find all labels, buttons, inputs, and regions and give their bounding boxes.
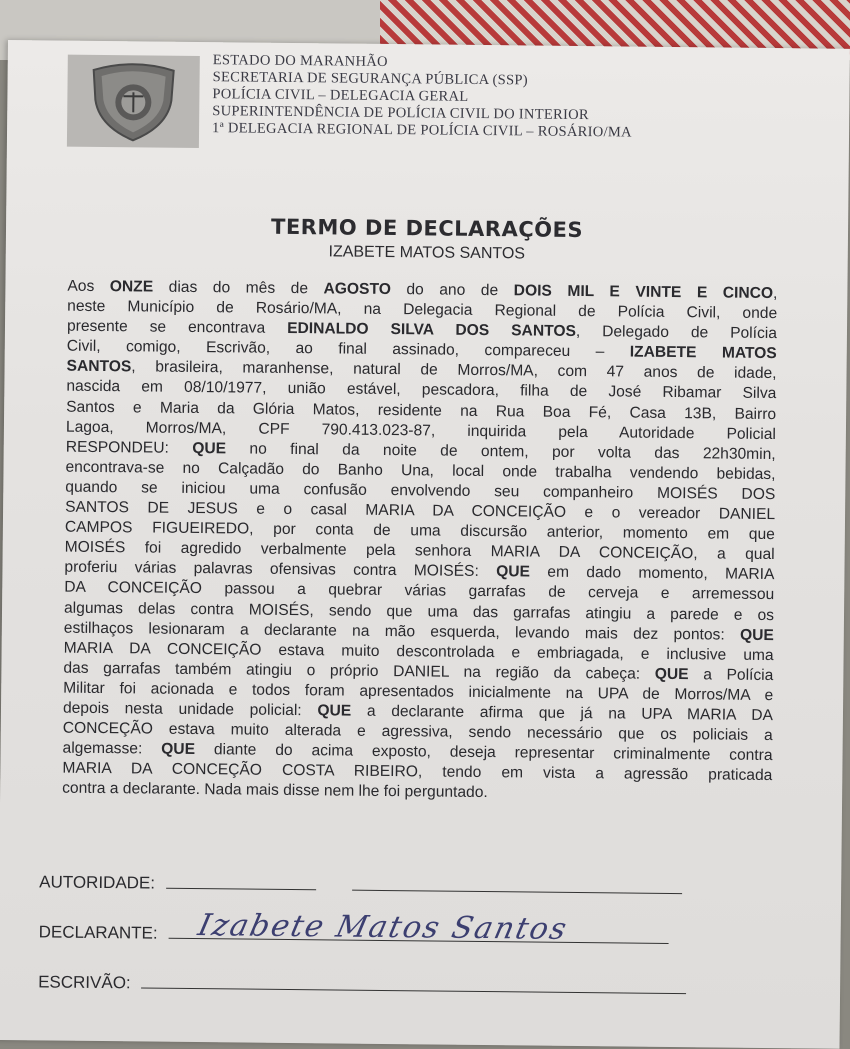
body-line: proferiu várias palavras ofensivas contra MOISÉS: QUE em dado momento, MARIA [64, 558, 774, 586]
letterhead-text [212, 52, 773, 143]
autoridade-label: AUTORIDADE: [39, 872, 155, 892]
escrivao-label: ESCRIVÃO: [38, 972, 131, 992]
signature-underline [352, 889, 682, 894]
document-subtitle: IZABETE MATOS SANTOS [6, 240, 848, 267]
body-line: MOISÉS foi agredido verbalmente pela senhora MARIA DA CONCEIÇÃO, a qual [65, 538, 775, 566]
body-line: CONCEÇÃO estava muito alterada e agressiva, sendo necessário que os policiais a [63, 719, 773, 747]
letterhead-line: SECRETARIA DE SEGURANÇA PÚBLICA (SSP) [213, 69, 773, 92]
body-line: neste Município de Rosário/MA, na Delegacia Regional de Polícia Civil, onde [67, 297, 777, 325]
body-line: depois nesta unidade policial: QUE a declarante afirma que já na UPA MARIA DA [63, 699, 773, 727]
body-line: Militar foi acionada e todos foram apresentados inicialmente na UPA de Morros/MA e [63, 678, 773, 706]
body-line: CAMPOS FIGUEIREDO, por conta de uma discursão anterior, momento em que [65, 518, 775, 546]
body-line: RESPONDEU: QUE no final da noite de ontem, por volta das 22h30min, [66, 437, 776, 465]
body-line: Santos e Maria da Glória Matos, residente na Rua Boa Fé, Casa 13B, Bairro [66, 397, 776, 425]
police-badge [67, 55, 200, 148]
body-line: DA CONCEIÇÃO passou a quebrar várias garrafas de cerveja e arremessou [64, 578, 774, 606]
autoridade-signature-line [39, 872, 683, 899]
body-line: estilhaços lesionaram a declarante na mão esquerda, levando mais dez pontos: QUE [64, 618, 774, 646]
letterhead [67, 51, 768, 168]
declaration-body [62, 277, 777, 807]
signature-underline [141, 986, 686, 994]
letterhead-line: SUPERINTENDÊNCIA DE POLÍCIA CIVIL DO INTERIOR [212, 103, 772, 126]
body-line: das garrafas também atingiu o próprio DANIEL na região da cabeça: QUE a Polícia [63, 658, 773, 686]
letterhead-line: POLÍCIA CIVIL – DELEGACIA GERAL [212, 86, 772, 109]
letterhead-line: ESTADO DO MARANHÃO [213, 52, 773, 75]
police-badge-icon [87, 60, 180, 143]
body-line: contra a declarante. Nada mais disse nem lhe foi perguntado. [62, 779, 772, 807]
body-line: algemasse: QUE diante do acima exposto, deseja representar criminalmente contra [62, 739, 772, 767]
document-title: TERMO DE DECLARAÇÕES [6, 212, 848, 245]
escrivao-signature-line [38, 972, 687, 999]
body-line: nascida em 08/10/1977, união estável, pescadora, filha de José Ribamar Silva [66, 377, 776, 405]
body-line: presente se encontrava EDINALDO SILVA DOS SANTOS, Delegado de Polícia [67, 317, 777, 345]
body-line: quando se iniciou uma confusão envolvendo seu companheiro MOISÉS DOS [65, 478, 775, 506]
handwritten-signature: Izabete Matos Santos [195, 908, 572, 947]
document-page [0, 40, 850, 1049]
body-line: algumas delas contra MOISÉS, sendo que uma das garrafas atingiu a parede e os [64, 598, 774, 626]
declarante-label: DECLARANTE: [39, 922, 158, 942]
signature-underline [166, 887, 316, 891]
body-line: Aos ONZE dias do mês de AGOSTO do ano de DOIS MIL E VINTE E CINCO, [67, 277, 777, 305]
body-line: MARIA DA CONCEÇÃO COSTA RIBEIRO, tendo em vista a agressão praticada [62, 759, 772, 787]
body-line: SANTOS, brasileira, maranhense, natural de Morros/MA, com 47 anos de idade, [66, 357, 776, 385]
body-line: Civil, comigo, Escrivão, ao final assinado, compareceu – IZABETE MATOS [67, 337, 777, 365]
body-line: MARIA DA CONCEIÇÃO estava muito descontrolada e embriagada, e inclusive uma [64, 638, 774, 666]
body-line: SANTOS DE JESUS e o casal MARIA DA CONCEIÇÃO e o vereador DANIEL [65, 498, 775, 526]
body-line: encontrava-se no Calçadão do Banho Una, local onde trabalha vendendo bebidas, [65, 457, 775, 485]
body-line: Lagoa, Morros/MA, CPF 790.413.023-87, inquirida pela Autoridade Policial [66, 417, 776, 445]
letterhead-line: 1ª DELEGACIA REGIONAL DE POLÍCIA CIVIL – ROSÁRIO/MA [212, 120, 772, 143]
